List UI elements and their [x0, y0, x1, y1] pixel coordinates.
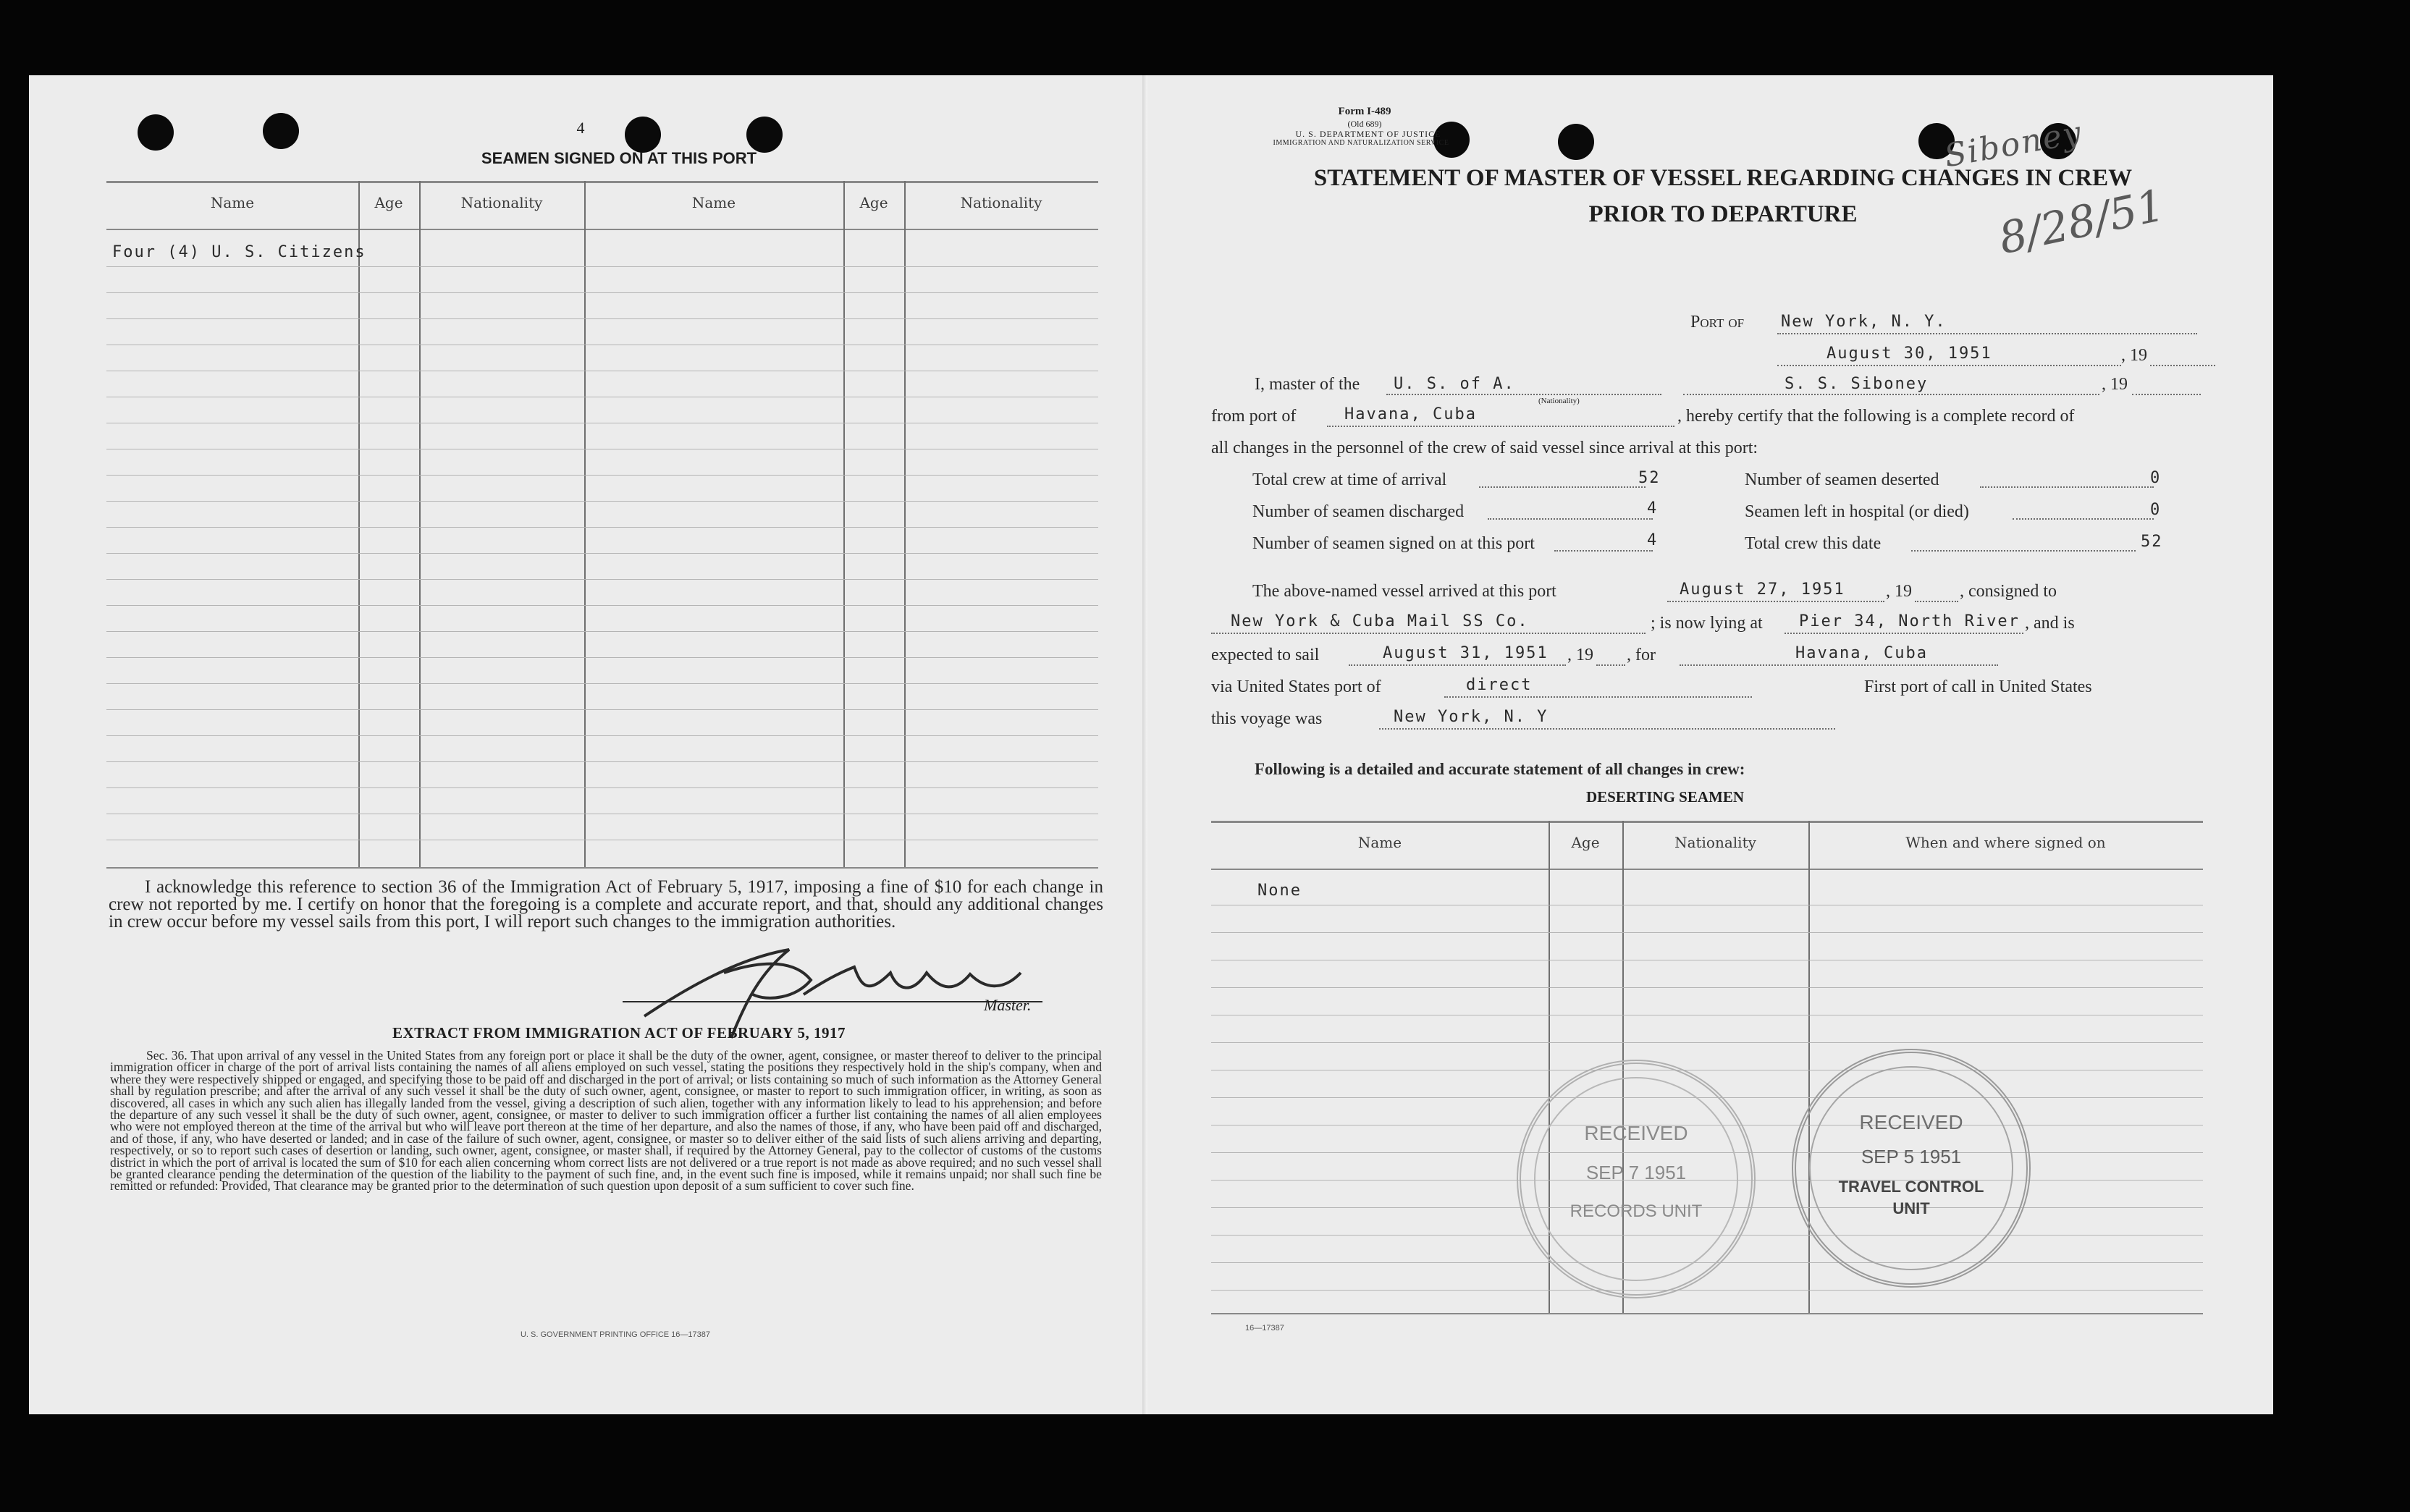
service: IMMIGRATION AND NATURALIZATION SERVICE [1273, 139, 1449, 147]
stat-label: Total crew this date [1745, 534, 1882, 553]
certify-text: , hereby certify that the following is a complete record of [1677, 407, 2075, 426]
vessel-value: S. S. Siboney [1785, 375, 1929, 393]
via-value: direct [1466, 676, 1533, 694]
stat-label: Total crew at time of arrival [1252, 470, 1447, 489]
stamp-text: RECEIVED [1584, 1122, 1688, 1144]
column-header: Nationality [960, 194, 1042, 211]
for-value: Havana, Cuba [1795, 644, 1928, 662]
sail-suffix: , 19 [1567, 646, 1593, 664]
and-is-label: , and is [2025, 614, 2075, 633]
received-stamp-travel-control [1792, 1049, 2031, 1288]
form-title: STATEMENT OF MASTER OF VESSEL REGARDING CHANGES IN CREW [1313, 165, 2133, 191]
for-label: , for [1627, 646, 1656, 664]
stamp-text: SEP 5 1951 [1861, 1146, 1962, 1167]
first-port-label: First port of call in United States [1864, 677, 2092, 696]
stamp-text: RECEIVED [1859, 1111, 1963, 1133]
lying-at-value: Pier 34, North River [1799, 612, 2020, 630]
deserting-title: DESERTING SEAMEN [1585, 788, 1745, 806]
stat-value: 4 [1647, 531, 1659, 549]
column-header: Name [691, 194, 736, 211]
voyage-label: this voyage was [1211, 709, 1323, 728]
printer-line: 16—17387 [1245, 1324, 1284, 1332]
consigned-to-label: , consigned to [1960, 582, 2057, 601]
stat-value: 0 [2150, 501, 2162, 519]
page-number: 4 [576, 119, 585, 137]
handwritten-date: 8/28/51 [1994, 180, 2170, 265]
column-header: When and where signed on [1905, 834, 2106, 851]
following-text: Following is a detailed and accurate statement of all changes in crew: [1255, 760, 1745, 778]
arrived-suffix: , 19 [1886, 582, 1912, 601]
column-header: Age [374, 194, 403, 211]
nationality-caption: (Nationality) [1538, 397, 1580, 405]
received-stamp-records-unit [1517, 1060, 1756, 1298]
arrived-value: August 27, 1951 [1680, 580, 1845, 599]
stat-value: 52 [2141, 533, 2163, 551]
signature-caption: Master. [984, 996, 1032, 1014]
table-row-text: None [1257, 882, 1302, 900]
form-old: (Old 689) [1347, 119, 1382, 129]
column-header: Nationality [460, 194, 543, 211]
handwritten-name: Siboney [1942, 114, 2086, 175]
punch-hole [263, 113, 299, 149]
from-port-label: from port of [1211, 407, 1297, 426]
nationality-value: U. S. of A. [1394, 375, 1515, 393]
table-row-text: Four (4) U. S. Citizens [112, 243, 366, 261]
column-header: Nationality [1674, 834, 1756, 851]
all-changes-text: all changes in the personnel of the crew of said vessel since arrival at this port: [1211, 439, 1758, 457]
left-page [29, 75, 1147, 1414]
stamp-text: SEP 7 1951 [1585, 1162, 1687, 1183]
column-header: Name [210, 194, 255, 211]
stat-label: Number of seamen deserted [1745, 470, 1939, 489]
punch-hole [1558, 124, 1594, 160]
form-number: Form I-489 [1338, 106, 1391, 117]
via-label: via United States port of [1211, 677, 1381, 696]
printer-line: U. S. GOVERNMENT PRINTING OFFICE 16—17387 [520, 1330, 711, 1339]
extract-text: Sec. 36. That upon arrival of any vessel in the United States from any foreign port or place it shall be the duty of the owner, agent, consignee, or master thereof to deliver to the principal immigration officer in charge of the port of arrival lists containing the names of all aliens employed on such vessel, stating the positions they respectively hold in the ship's company, when and where they were respectively shipped or engaged, and specifying those to be paid off and discharged in the port of arrival; or lists containing so much of such information as the Attorney General shall by regulation prescribe; and after the arrival of any such vessel it shall be the duty of such owner, agent, consignee, or master to report to such immigration officer, in writing, as soon as discovered, all cases in which any such alien has illegally landed from the vessel, giving a description of such alien, together with any information likely to lead to his apprehension; and before the departure of any such vessel it shall be the duty of such owner, agent, consignee, or master to deliver to such immigration officer a further list containing the names of all alien employees who were not employed thereon at the time of the arrival but who will leave port thereon at the time of her departure, and also the names of those, if any, who have been paid off and discharged, and of those, if any, who have deserted or landed; and in case of the failure of such owner, agent, consignee, or master so to deliver either of the said lists of such aliens arriving and departing, respectively, or so to report such cases of desertion or landing, such owner, agent, consignee, or master shall, if required by the Attorney General, pay to the collector of customs of the customs district in which the port of arrival is located the sum of $10 for each alien concerning whom correct lists are not delivered or a true report is not made as above required; and no such vessel shall be granted clearance pending the determination of the question of the liability to the payment of such fine, and, in the event such fine is imposed, while it remains unpaid; nor shall such fine be remitted or refunded: Provided, That clearance may be granted prior to the determination of such question upon deposit of a sum sufficient to cover such fine. [110, 1048, 1102, 1194]
acknowledgment-text: I acknowledge this reference to section 36 of the Immigration Act of February 5, 1917, imposing a fine of $10 for each change in crew not reported by me. I certify on honor that the foregoing is a complete and accurate report, and that, should any additional changes in crew occur before my vessel sails from this port, I will report such changes to the immigration authorities. [109, 877, 1103, 932]
punch-hole [625, 117, 661, 153]
port-label: Port of [1690, 313, 1745, 331]
form-subtitle: PRIOR TO DEPARTURE [1588, 201, 1858, 227]
consignee-value: New York & Cuba Mail SS Co. [1231, 612, 1529, 630]
punch-hole [746, 117, 783, 153]
date-value: August 30, 1951 [1827, 345, 1992, 363]
vessel-suffix: , 19 [2102, 375, 2128, 394]
date-suffix: , 19 [2121, 346, 2147, 365]
section-title: SEAMEN SIGNED ON AT THIS PORT [481, 149, 757, 167]
sail-label: expected to sail [1211, 646, 1320, 664]
extract-title: EXTRACT FROM IMMIGRATION ACT OF FEBRUARY 5, 1917 [392, 1024, 846, 1042]
port-value: New York, N. Y. [1781, 313, 1947, 331]
from-port-value: Havana, Cuba [1344, 405, 1477, 423]
stamp-text: TRAVEL CONTROL [1838, 1178, 1984, 1196]
punch-hole [138, 114, 174, 151]
voyage-value: New York, N. Y [1394, 708, 1549, 726]
stat-value: 4 [1647, 499, 1659, 518]
stamp-text: UNIT [1892, 1199, 1930, 1217]
master-of-label: I, master of the [1255, 375, 1360, 394]
stat-value: 0 [2150, 469, 2162, 487]
stat-label: Number of seamen discharged [1252, 502, 1465, 521]
stamp-text: RECORDS UNIT [1570, 1201, 1703, 1221]
sail-value: August 31, 1951 [1383, 644, 1549, 662]
column-header: Name [1357, 834, 1402, 851]
department: U. S. DEPARTMENT OF JUSTICE [1295, 129, 1441, 139]
column-header: Age [1571, 834, 1600, 851]
stat-label: Number of seamen signed on at this port [1252, 534, 1535, 553]
stat-label: Seamen left in hospital (or died) [1745, 502, 1969, 521]
lying-at-label: ; is now lying at [1651, 614, 1763, 633]
arrived-label: The above-named vessel arrived at this port [1252, 582, 1556, 601]
column-header: Age [859, 194, 888, 211]
stat-value: 52 [1638, 469, 1661, 487]
right-page [1147, 75, 2273, 1414]
